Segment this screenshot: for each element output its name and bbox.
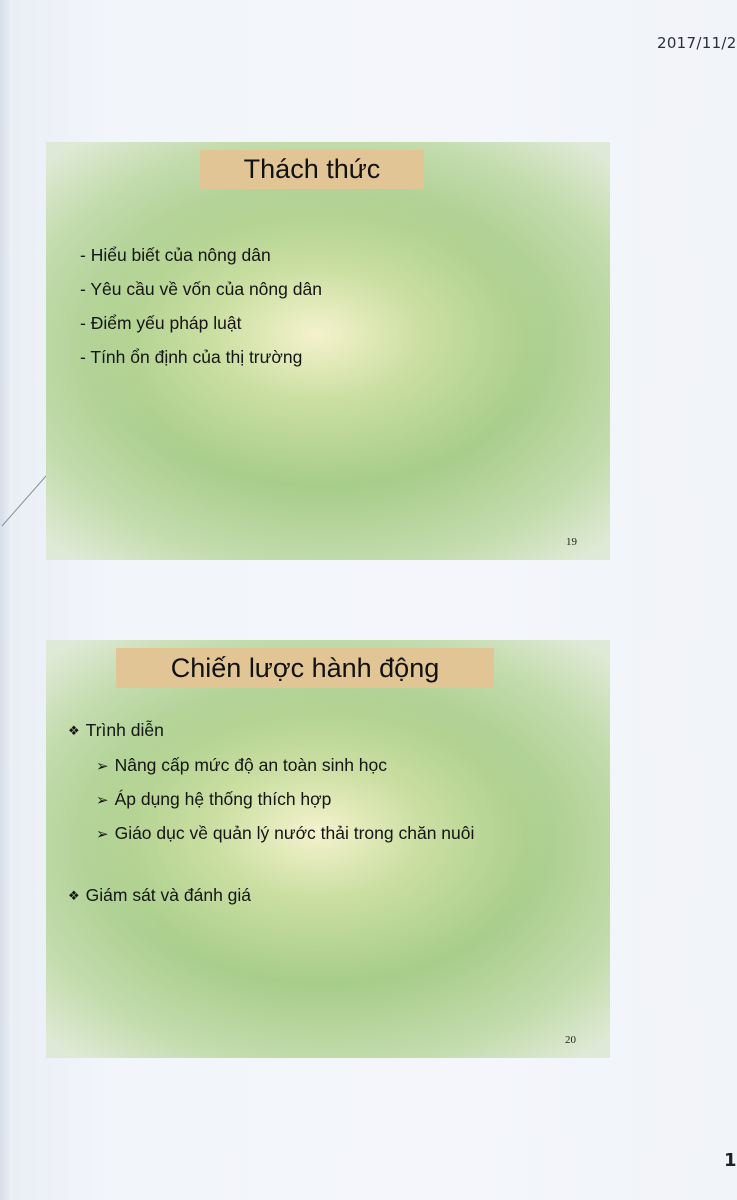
sub-item <box>96 755 387 776</box>
slide-action-strategy <box>46 640 610 1058</box>
sub-item <box>96 823 474 844</box>
slide-number: 20 <box>565 1034 576 1046</box>
page-edge-shadow <box>0 0 12 1200</box>
arrow-bullet-icon: ➢ <box>96 758 109 775</box>
page-number: 1 <box>724 1150 737 1171</box>
page-date: 2017/11/2 <box>657 34 737 52</box>
arrow-bullet-icon: ➢ <box>96 792 109 809</box>
list-item: - Tính ổn định của thị trường <box>80 347 303 367</box>
sub-item <box>96 789 331 810</box>
slide-title <box>200 150 424 189</box>
section-item <box>68 885 251 906</box>
list-item: - Yêu cầu về vốn của nông dân <box>80 279 322 299</box>
slide-title-text: Thách thức <box>243 154 381 184</box>
arrow-bullet-icon: ➢ <box>96 826 109 843</box>
section-label: Giám sát và đánh giá <box>85 885 252 905</box>
section-item <box>68 720 164 741</box>
slide-title-text: Chiến lược hành động <box>170 652 440 683</box>
diamond-bullet-icon: ❖ <box>68 723 80 738</box>
sub-item-label: Áp dụng hệ thống thích hợp <box>114 789 332 809</box>
list-item: - Điểm yếu pháp luật <box>80 313 242 333</box>
slide-title <box>116 648 494 688</box>
list-item: - Hiểu biết của nông dân <box>80 245 271 265</box>
sub-item-label: Nâng cấp mức độ an toàn sinh học <box>114 755 388 775</box>
slide-number: 19 <box>566 536 577 548</box>
diamond-bullet-icon: ❖ <box>68 888 80 903</box>
slide-challenges <box>46 142 610 560</box>
sub-item-label: Giáo dục về quản lý nước thải trong chăn nuôi <box>114 823 475 843</box>
section-label: Trình diễn <box>85 720 164 740</box>
